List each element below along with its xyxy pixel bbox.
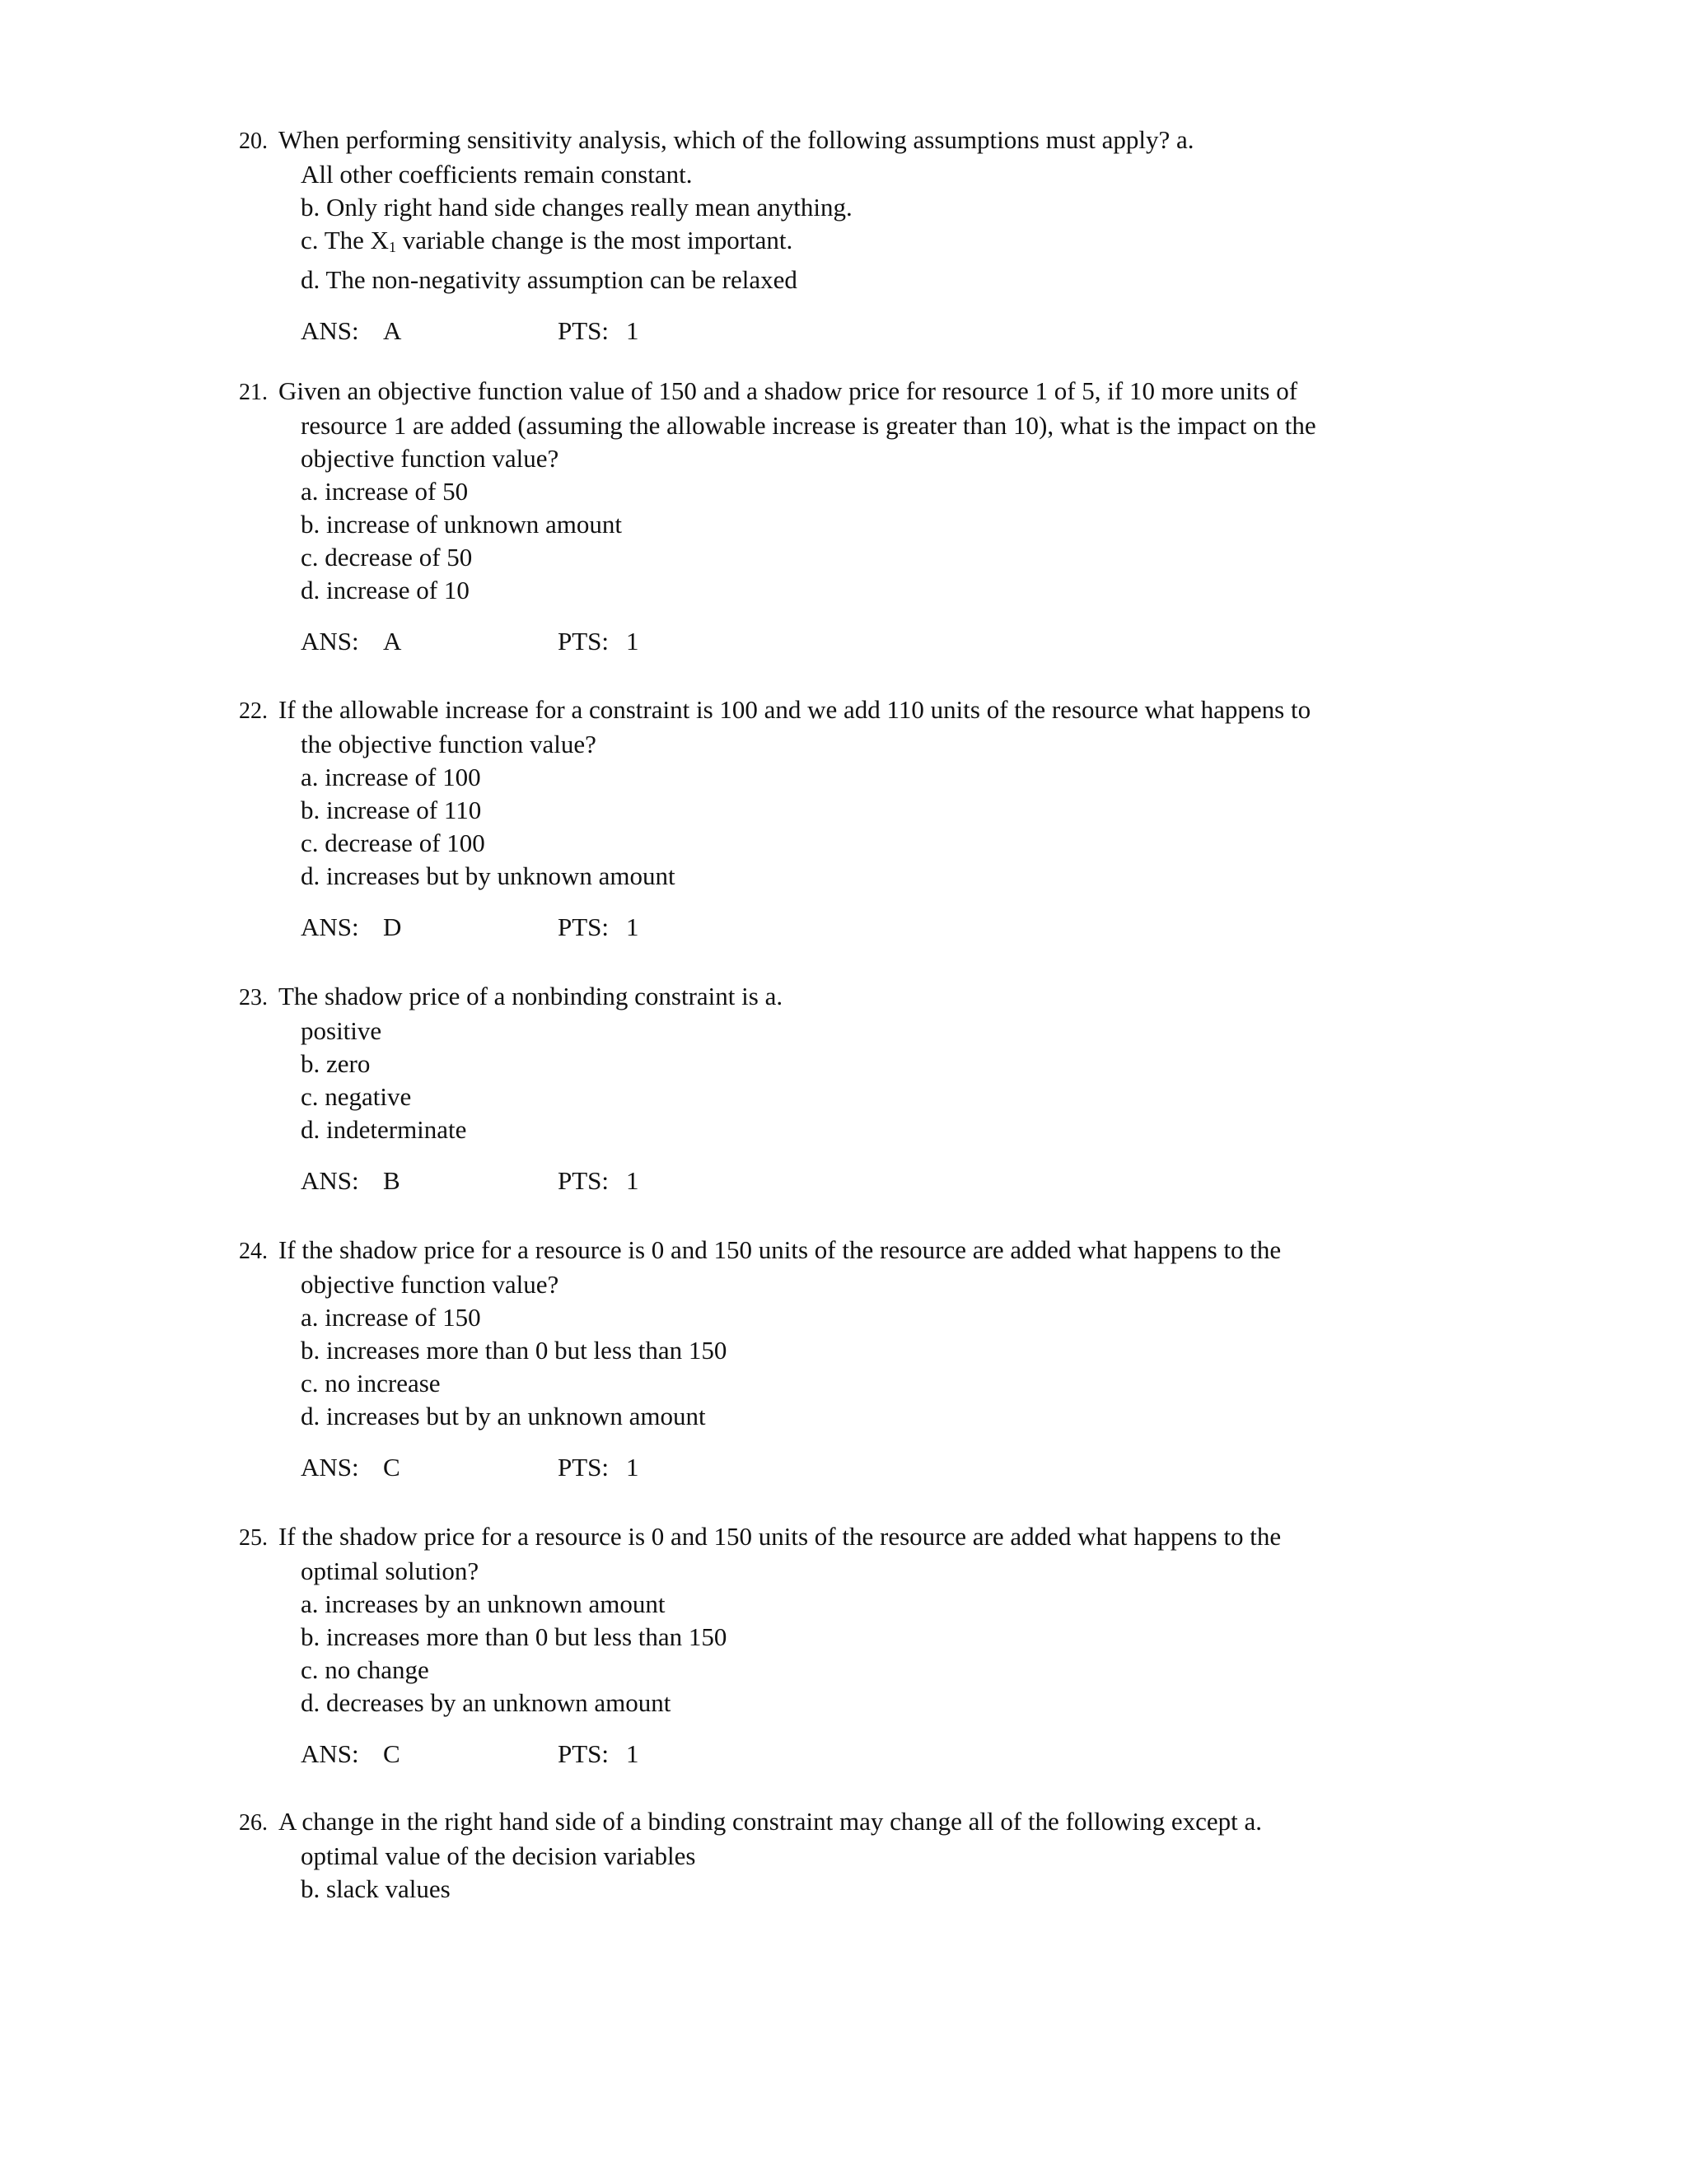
option-d: d. indeterminate: [301, 1115, 467, 1144]
answer-label: ANS:: [301, 912, 359, 941]
option-a: positive: [301, 1016, 382, 1045]
option-b: b. increase of unknown amount: [301, 510, 622, 539]
subscript: 1: [389, 239, 397, 255]
question-number: 25.: [239, 1525, 268, 1551]
answer-row: [239, 1451, 1474, 1484]
question-stem-text: The shadow price of a nonbinding constraint is a.: [278, 982, 783, 1010]
question-stem-line: [239, 124, 1474, 158]
option-c: c. negative: [301, 1082, 412, 1111]
option-b: b. increase of 110: [301, 796, 482, 824]
points-label: PTS:: [558, 627, 610, 656]
points-value: 1: [626, 316, 639, 345]
answer-value: C: [383, 1453, 400, 1482]
answer-value: B: [383, 1166, 400, 1195]
option-a: a. increase of 100: [301, 763, 481, 791]
question-25: [239, 1520, 1474, 1771]
points-value: 1: [626, 1739, 639, 1768]
option-b: b. slack values: [301, 1874, 451, 1903]
answer-row: [239, 1738, 1474, 1771]
answer-row: [239, 315, 1474, 348]
question-stem-line: optimal solution?: [301, 1556, 479, 1585]
answer-value: A: [383, 316, 402, 345]
question-21: [239, 375, 1474, 658]
points-value: 1: [626, 1453, 639, 1482]
answer-value: A: [383, 627, 402, 656]
question-number: 20.: [239, 128, 268, 154]
question-stem-line: objective function value?: [301, 1270, 559, 1299]
question-stem-line: [239, 1805, 1474, 1840]
answer-row: [239, 911, 1474, 944]
option-b: b. increases more than 0 but less than 150: [301, 1622, 727, 1651]
question-stem-text: When performing sensitivity analysis, which of the following assumptions must apply? a.: [278, 125, 1194, 154]
option-b: b. zero: [301, 1049, 371, 1078]
option-b: b. Only right hand side changes really mean anything.: [301, 193, 853, 222]
option-b: b. increases more than 0 but less than 150: [301, 1336, 727, 1365]
question-stem-text: If the allowable increase for a constraint is 100 and we add 110 units of the resource what happens to: [278, 695, 1311, 724]
answer-label: ANS:: [301, 1166, 359, 1195]
answer-row: [239, 1164, 1474, 1197]
question-stem-line: objective function value?: [301, 444, 559, 473]
question-20: [239, 124, 1474, 348]
option-c: c. decrease of 50: [301, 543, 473, 572]
option-c: [239, 224, 1474, 264]
points-label: PTS:: [558, 1739, 610, 1768]
option-c-rest: variable change is the most important.: [396, 226, 793, 254]
question-stem-line: [239, 693, 1474, 728]
question-number: 22.: [239, 698, 268, 724]
question-stem-text: If the shadow price for a resource is 0 and 150 units of the resource are added what happens to the: [278, 1235, 1282, 1264]
question-number: 21.: [239, 380, 268, 405]
option-a: optimal value of the decision variables: [301, 1841, 696, 1870]
option-c: c. no change: [301, 1655, 429, 1684]
answer-label: ANS:: [301, 1739, 359, 1768]
question-stem-line: [239, 375, 1474, 409]
points-value: 1: [626, 1166, 639, 1195]
option-a: a. increases by an unknown amount: [301, 1589, 666, 1618]
answer-label: ANS:: [301, 1453, 359, 1482]
option-a: All other coefficients remain constant.: [301, 160, 693, 189]
question-stem-line: the objective function value?: [301, 730, 596, 758]
option-c: c. no increase: [301, 1369, 441, 1398]
option-d: d. increases but by unknown amount: [301, 861, 675, 890]
answer-row: [239, 625, 1474, 658]
answer-label: ANS:: [301, 627, 359, 656]
answer-value: D: [383, 912, 402, 941]
question-number: 23.: [239, 985, 268, 1010]
option-c-text: c. The X: [301, 226, 390, 254]
question-stem-line: [239, 1520, 1474, 1555]
points-value: 1: [626, 912, 639, 941]
option-c: c. decrease of 100: [301, 828, 485, 857]
question-stem-line: [239, 980, 1474, 1015]
question-26: [239, 1805, 1474, 1906]
points-label: PTS:: [558, 912, 610, 941]
question-stem-text: If the shadow price for a resource is 0 and 150 units of the resource are added what happens to the: [278, 1522, 1282, 1551]
points-label: PTS:: [558, 316, 610, 345]
question-number: 24.: [239, 1239, 268, 1264]
question-number: 26.: [239, 1810, 268, 1836]
question-stem-text: Given an objective function value of 150 and a shadow price for resource 1 of 5, if 10 more units of: [278, 376, 1298, 405]
points-label: PTS:: [558, 1166, 610, 1195]
question-stem-line: resource 1 are added (assuming the allowable increase is greater than 10), what is the impact on the: [301, 411, 1316, 440]
option-a: a. increase of 50: [301, 477, 469, 506]
answer-value: C: [383, 1739, 400, 1768]
answer-label: ANS:: [301, 316, 359, 345]
points-value: 1: [626, 627, 639, 656]
question-stem-line: [239, 1234, 1474, 1268]
question-24: [239, 1234, 1474, 1484]
option-d: d. The non-negativity assumption can be relaxed: [301, 265, 797, 294]
option-d: d. increases but by an unknown amount: [301, 1402, 706, 1430]
question-23: [239, 980, 1474, 1197]
question-22: [239, 693, 1474, 944]
option-d: d. increase of 10: [301, 576, 470, 604]
question-stem-text: A change in the right hand side of a binding constraint may change all of the following except a.: [278, 1807, 1263, 1836]
option-d: d. decreases by an unknown amount: [301, 1688, 671, 1717]
option-a: a. increase of 150: [301, 1303, 481, 1332]
points-label: PTS:: [558, 1453, 610, 1482]
